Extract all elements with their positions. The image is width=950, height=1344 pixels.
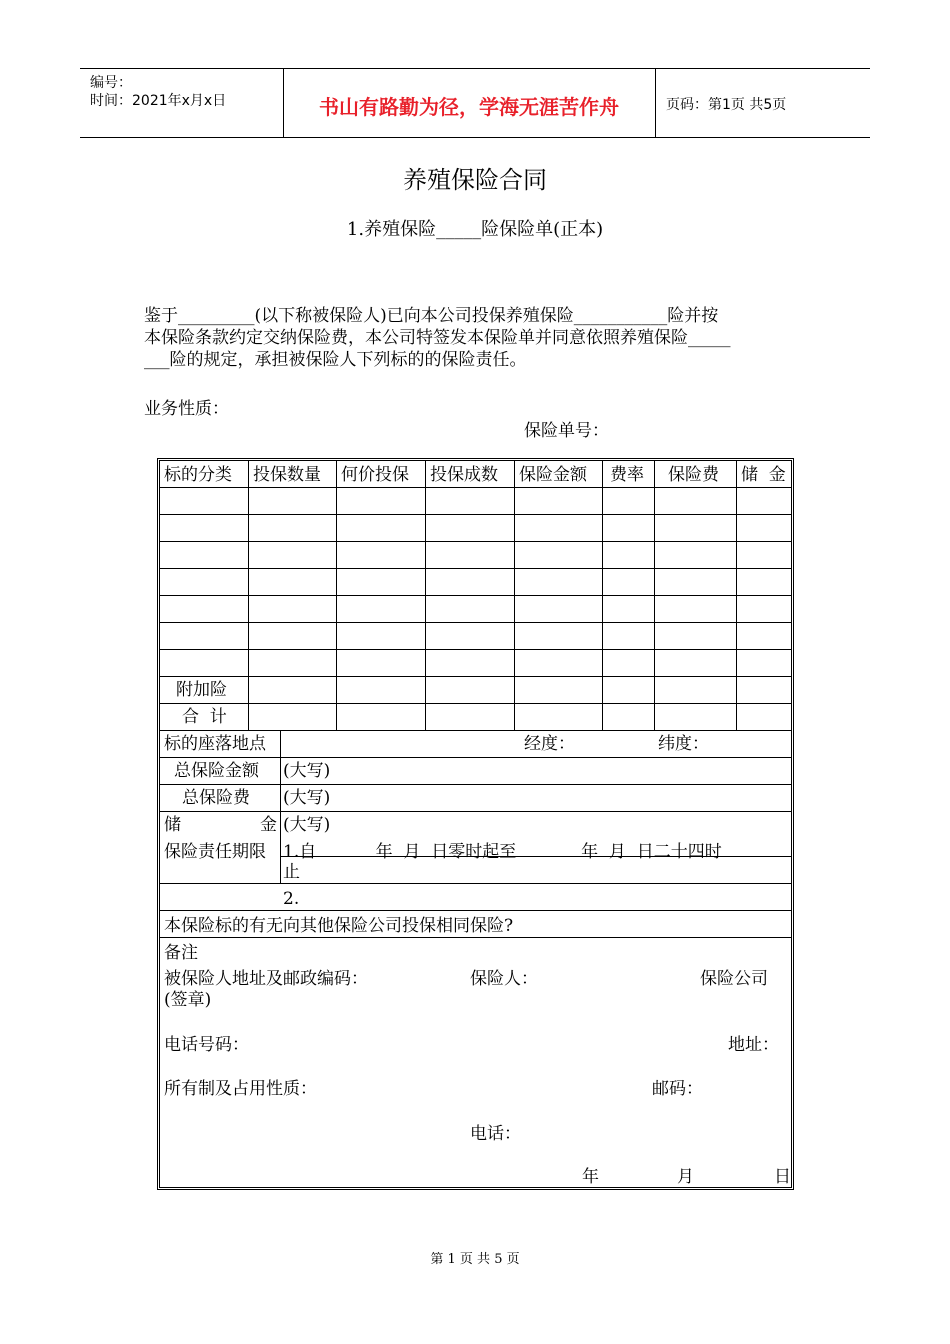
row-line bbox=[160, 649, 791, 650]
ownership-label: 所有制及占用性质： bbox=[164, 1079, 317, 1099]
col-line bbox=[736, 461, 737, 730]
capital-text: (大写) bbox=[283, 761, 331, 781]
company-label: 保险公司 bbox=[700, 969, 768, 989]
col-header: 保险费 bbox=[668, 465, 719, 485]
col-line bbox=[654, 461, 655, 730]
deposit-label-b: 金 bbox=[260, 815, 277, 835]
business-nature: 业务性质： bbox=[144, 399, 229, 419]
location-label: 标的座落地点 bbox=[164, 734, 266, 754]
address-label: 地址： bbox=[728, 1035, 779, 1055]
total-amount-label: 总保险金额 bbox=[174, 761, 259, 781]
row-line bbox=[160, 487, 791, 488]
intro-paragraph bbox=[144, 305, 808, 371]
day-label: 日 bbox=[774, 1167, 791, 1187]
row-line bbox=[160, 730, 791, 731]
insurer-label: 保险人： bbox=[470, 969, 538, 989]
col-header: 标的分类 bbox=[164, 465, 232, 485]
period-line-1: 1.自 年 月 日零时起至 年 月 日二十四时 bbox=[283, 842, 722, 862]
row-line bbox=[160, 757, 791, 758]
header-right-cell bbox=[656, 69, 870, 137]
page-footer: 第 1 页 共 5 页 bbox=[430, 1252, 520, 1267]
col-line bbox=[425, 461, 426, 730]
row-line bbox=[160, 676, 791, 677]
col-line bbox=[248, 461, 249, 730]
row-line bbox=[160, 883, 791, 884]
col-line bbox=[514, 461, 515, 730]
document-title: 养殖保险合同 bbox=[403, 166, 547, 194]
paragraph-line-2: 本保险条款约定交纳保险费，本公司特签发本保险单并同意依照养殖保险_____ bbox=[144, 328, 731, 348]
seal-label: (签章) bbox=[164, 990, 212, 1010]
capital-text: (大写) bbox=[283, 815, 331, 835]
col-header: 保险金额 bbox=[519, 465, 587, 485]
col-line bbox=[280, 730, 281, 883]
policy-number: 保险单号： bbox=[524, 421, 609, 441]
col-header: 费率 bbox=[610, 465, 644, 485]
slogan: 书山有路勤为径，学海无涯苦作舟 bbox=[319, 95, 619, 119]
row-line bbox=[160, 541, 791, 542]
row-line bbox=[160, 622, 791, 623]
postcode-label: 邮码： bbox=[652, 1079, 703, 1099]
latitude-label: 纬度： bbox=[658, 734, 709, 754]
page-info: 页码：第1页 共5页 bbox=[666, 97, 787, 113]
total-label: 合 计 bbox=[182, 707, 227, 727]
page-header bbox=[80, 68, 870, 138]
attached-insurance-label: 附加险 bbox=[176, 680, 227, 700]
row-line bbox=[160, 514, 791, 515]
deposit-label-a: 储 bbox=[164, 815, 181, 835]
phone-number-label: 电话号码： bbox=[164, 1035, 249, 1055]
row-line bbox=[160, 595, 791, 596]
insured-address-label: 被保险人地址及邮政编码： bbox=[164, 969, 368, 989]
period-line-2: 2. bbox=[283, 889, 300, 909]
row-line bbox=[160, 937, 791, 938]
paragraph-line-1: 鉴于_________(以下称被保险人)已向本公司投保养殖保险___________险并按 bbox=[144, 306, 719, 326]
row-line bbox=[160, 811, 791, 812]
other-insurance-question: 本保险标的有无向其他保险公司投保相同保险? bbox=[164, 916, 514, 936]
header-left-cell bbox=[80, 69, 284, 137]
document-subtitle: 1.养殖保险_____险保险单(正本) bbox=[346, 219, 604, 240]
col-line bbox=[336, 461, 337, 730]
capital-text: (大写) bbox=[283, 788, 331, 808]
header-middle-cell bbox=[283, 69, 656, 137]
col-line bbox=[602, 461, 603, 730]
number-label: 编号： bbox=[90, 75, 132, 91]
col-header: 投保成数 bbox=[430, 465, 498, 485]
month-label: 月 bbox=[677, 1167, 694, 1187]
policy-table bbox=[157, 458, 794, 1190]
period-line-1b: 止 bbox=[283, 862, 300, 882]
paragraph-line-3: ___险的规定，承担被保险人下列标的的保险责任。 bbox=[144, 350, 527, 370]
period-label: 保险责任期限 bbox=[164, 842, 266, 862]
row-line bbox=[160, 703, 791, 704]
total-premium-label: 总保险费 bbox=[182, 788, 250, 808]
col-header: 投保数量 bbox=[253, 465, 321, 485]
row-line bbox=[160, 568, 791, 569]
row-line bbox=[160, 784, 791, 785]
remarks-label: 备注 bbox=[164, 943, 198, 963]
longitude-label: 经度： bbox=[524, 734, 575, 754]
phone-label: 电话： bbox=[470, 1124, 521, 1144]
time-label: 时间：2021年x月x日 bbox=[90, 93, 227, 109]
col-header: 何价投保 bbox=[341, 465, 409, 485]
year-label: 年 bbox=[582, 1167, 599, 1187]
row-line bbox=[160, 910, 791, 911]
col-header: 储 金 bbox=[741, 465, 786, 485]
